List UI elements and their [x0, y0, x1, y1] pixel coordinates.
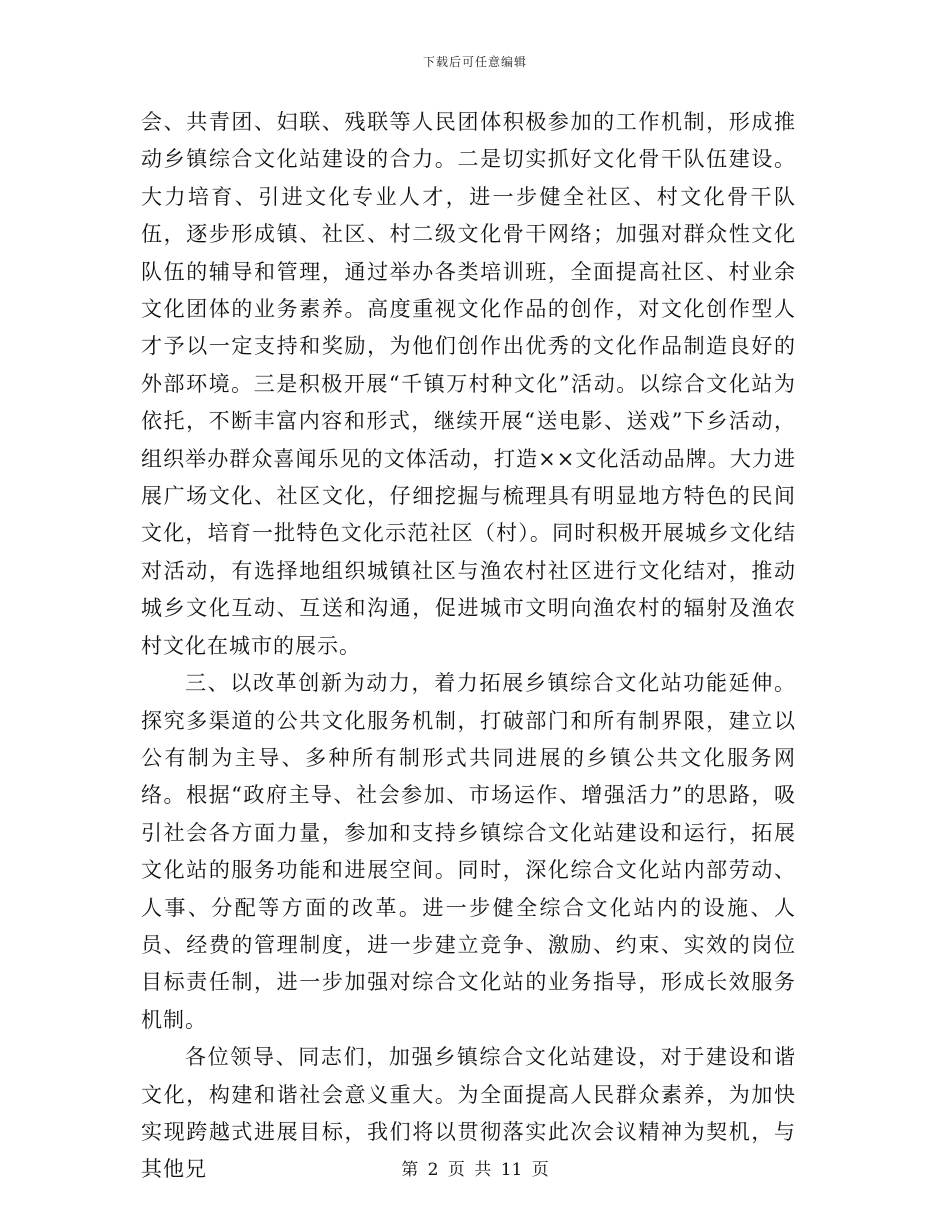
paragraph-continued: 会、共青团、妇联、残联等人民团体积极参加的工作机制，形成推动乡镇综合文化站建设的合力。二是切实抓好文化骨干队伍建设。大力培育、引进文化专业人才，进一步健全社区、村文化骨干队伍，逐步形成镇、社区、村二级文化骨干网络；加强对群众性文化队伍的辅导和管理，通过举办各类培训班，全面提高社区、村业余文化团体的业务素养。高度重视文化作品的创作，对文化创作型人才予以一定支持和奖励，为他们创作出优秀的文化作品制造良好的外部环境。三是积极开展“千镇万村种文化”活动。以综合文化站为依托，不断丰富内容和形式，继续开展“送电影、送戏”下乡活动，组织举办群众喜闻乐见的文体活动，打造××文化活动品牌。大力进展广场文化、社区文化，仔细挖掘与梳理具有明显地方特色的民间文化，培育一批特色文化示范社区（村）。同时积极开展城乡文化结对活动，有选择地组织城镇社区与渔农村社区进行文化结对，推动城乡文化互动、互送和沟通，促进城市文明向渔农村的辐射及渔农村文化在城市的展示。	[141, 110, 796, 658]
document-body	[141, 104, 796, 1189]
paragraph-closing: 各位领导、同志们，加强乡镇综合文化站建设，对于建设和谐文化，构建和谐社会意义重大。为全面提高人民群众素养，为加快实现跨越式进展目标，我们将以贯彻落实此次会议精神为契机，与其他兄	[141, 1045, 796, 1182]
paragraph-reform: 三、以改革创新为动力，着力拓展乡镇综合文化站功能延伸。探究多渠道的公共文化服务机制，打破部门和所有制界限，建立以公有制为主导、多种所有制形式共同进展的乡镇公共文化服务网络。根据“政府主导、社会参加、市场运作、增强活力”的思路，吸引社会各方面力量，参加和支持乡镇综合文化站建设和运行，拓展文化站的服务功能和进展空间。同时，深化综合文化站内部劳动、人事、分配等方面的改革。进一步健全综合文化站内的设施、人员、经费的管理制度，进一步建立竞争、激励、约束、实效的岗位目标责任制，进一步加强对综合文化站的业务指导，形成长效服务机制。	[141, 671, 796, 1032]
page-header: 下载后可任意编辑	[422, 55, 527, 69]
page-footer: 第 2 页 共 11 页	[401, 1160, 549, 1180]
